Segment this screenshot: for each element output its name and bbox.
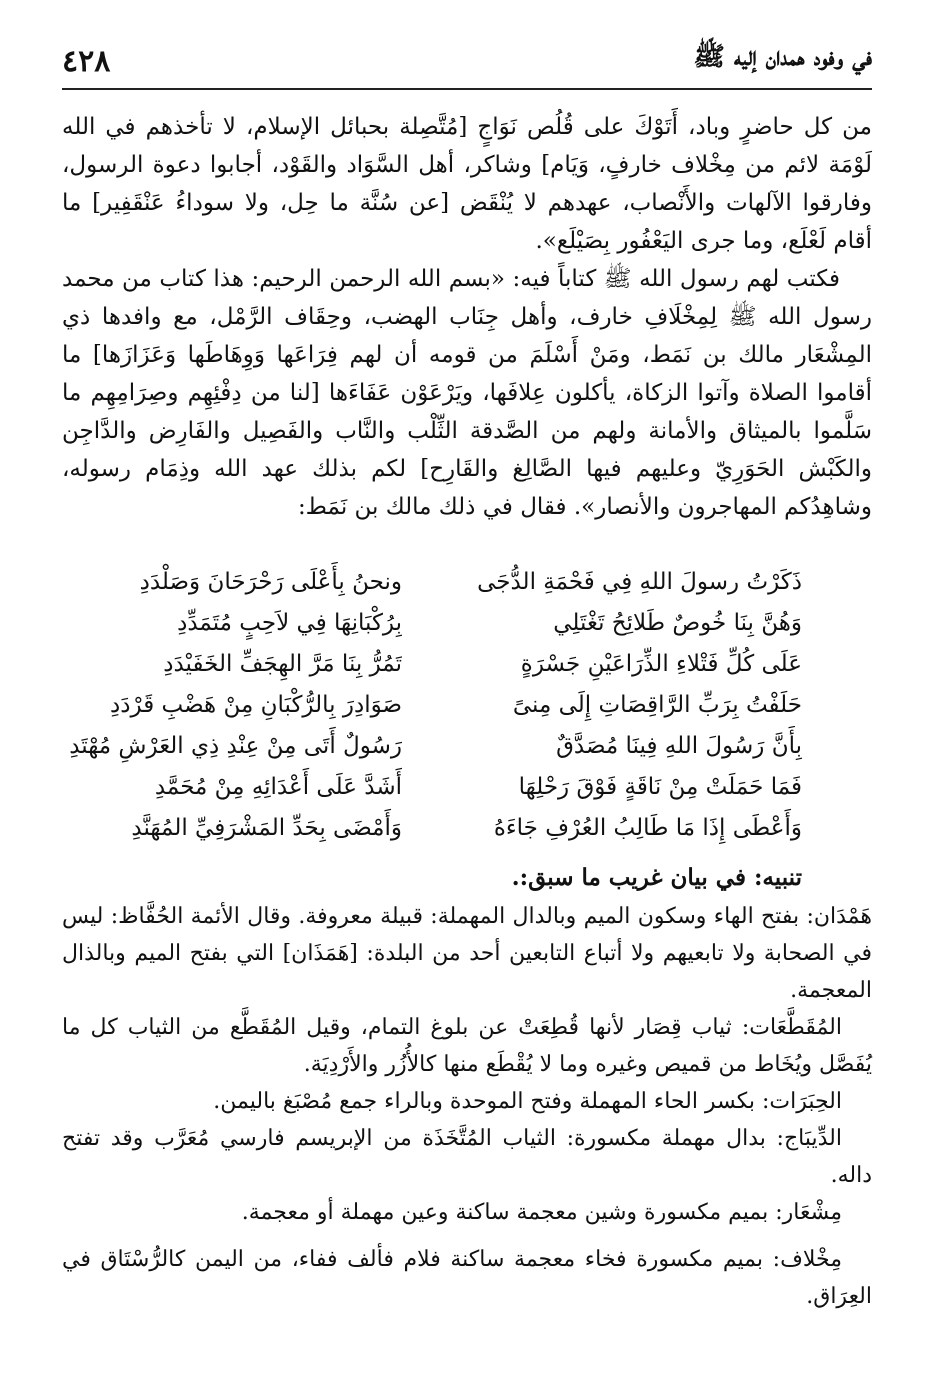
verse-second-hemistich: تَمُرُّ بِنَا مَرَّ الهِجَفِّ الخَفَيْدَدِ <box>163 651 402 677</box>
paragraph: فكتب لهم رسول الله ﷺ كتاباً فيه: «بسم الله الرحمن الرحيم: هذا كتاب من محمد رسول الله ﷺ لِمِخْلَافِ خارف، وأهل جِنَاب الهضب، وحِقَاف الرَّمْل، مع وافدها ذي المِشْعَار مالك بن نَمَط، ومَنْ أَسْلَمَ من قومه أن لهم فِرَاعَها وَوِهَاطَها وَعَزَازَها] ما أقاموا الصلاة وآتوا الزكاة، يأكلون عِلافَها، ويَرْعَوْن عَفَاءَها [لنا من دِفْئِهِم وصِرَامِهِم ما سَلَّموا بالميثاق والأمانة ولهم من الصَّدقة الثِّلْب والنَّاب والفَصِيل والفَارِض والدَّاجِن والكَبْش الحَوَرِيّ وعليهم فيها الصَّالِغ والقَارِح] لكم بذلك عهد الله وذِمَام رسوله، وشاهِدُكم المهاجرون والأنصار». فقال في ذلك مالك بن نَمَط: <box>62 266 872 520</box>
notes-heading: تنبيه: في بيان غريب ما سبق:. <box>511 864 802 891</box>
note-entry: المُقَطَّعَات: ثياب قِصَار لأنها قُطِعَتْ عن بلوغ التمام، وقيل المُقَطَّع من الثياب كل ما يُفَصَّل ويُخَاط من قميص وغيره وما لا يُقْطَع منها كالأُزُر والأَرْدِيَة. <box>62 1015 872 1077</box>
note-entry: مِخْلاف: بميم مكسورة فخاء معجمة ساكنة فلام فألف ففاء، من اليمن كالرُّسْتَاق في العِرَاق. <box>62 1247 872 1309</box>
poem <box>62 562 872 849</box>
verse-second-hemistich: بِرُكْبَانِهَا فِي لاَحِبٍ مُتَمَدِّدِ <box>177 610 402 636</box>
glossary-notes <box>62 858 872 1315</box>
paragraph: من كل حاضرٍ وباد، أَتَوْكَ على قُلُص نَوَاجٍ [مُتَّصِلة بحبائل الإسلام، لا تأخذهم في الله لَوْمَة لائم من مِخْلاف خارفٍ، وَيَام] وشاكر، أهل السَّوَاد والقَوْد، أجابوا دعوة الرسول، وفارقوا الآلهات والأَنْصاب، عهدهم لا يُنْقَض [عن سُنَّة ما حِل، ولا سوداءُ عَنْقَفِير] ما أقام لَعْلَع، وما جرى اليَعْفُور بِصَيْلَع». <box>62 114 872 254</box>
verse-line <box>62 767 872 808</box>
verse-first-hemistich: وَهُنَّ بِنَا خُوصٌ طَلائِحُ تَغْتَلِي <box>553 610 802 636</box>
running-title: في وفود همدان إليه ﷺ <box>693 42 872 72</box>
verse-first-hemistich: حَلَفْتُ بِرَبِّ الرَّاقِصَاتِ إِلَى مِنىً <box>512 692 802 718</box>
note-entry: الحِبَرَات: بكسر الحاء المهملة وفتح الموحدة وبالراء جمع مُصْبَغ باليمن. <box>213 1089 842 1114</box>
verse-second-hemistich: وَأَمْضَى بِحَدِّ المَشْرَفِيِّ المُهَنَّدِ <box>131 815 402 841</box>
note-entry: هَمْدَان: بفتح الهاء وسكون الميم وبالدال المهملة: قبيلة معروفة. وقال الأئمة الحُفَّاظ: ليس في الصحابة ولا تابعيهم ولا أتباع التابعين أحد من البلدة: [هَمَذَان] التي بفتح الميم وبالذال المعجمة. <box>62 904 872 1003</box>
verse-second-hemistich: صَوَادِرَ بِالرُّكْبَانِ مِنْ هَضْبِ قَرْدَدِ <box>110 692 402 718</box>
verse-second-hemistich: أَشَدَّ عَلَى أَعْدَائِهِ مِنْ مُحَمَّدِ <box>154 774 402 800</box>
verse-line <box>62 603 872 644</box>
verse-second-hemistich: ونحنُ بِأَعْلَى رَحْرَحَانَ وَصَلْدَدِ <box>139 569 402 595</box>
verse-first-hemistich: ذَكَرْتُ رسولَ اللهِ فِي فَحْمَةِ الدُّجَى <box>477 569 802 595</box>
note-entry: مِشْعَار: بميم مكسورة وشين معجمة ساكنة وعين مهملة أو معجمة. <box>241 1200 842 1225</box>
verse-first-hemistich: فَمَا حَمَلَتْ مِنْ نَاقَةٍ فَوْقَ رَحْلِهَا <box>518 774 802 800</box>
verse-first-hemistich: وَأَعْطَى إِذَا مَا طَالِبُ العُرْفِ جَاءَهُ <box>493 815 802 841</box>
page-number: ٤٢٨ <box>62 44 111 79</box>
main-text <box>62 108 872 526</box>
verse-line <box>62 562 872 603</box>
verse-first-hemistich: بِأَنَّ رَسُولَ اللهِ فِينَا مُصَدَّقٌ <box>556 733 802 759</box>
verse-line <box>62 685 872 726</box>
verse-line <box>62 644 872 685</box>
verse-line <box>62 808 872 849</box>
verse-first-hemistich: عَلَى كُلِّ فَتْلاءِ الذِّرَاعَيْنِ جَسْرَةٍ <box>520 651 802 677</box>
verse-second-hemistich: رَسُولٌ أَتَى مِنْ عِنْدِ ذِي العَرْشِ مُهْتَدِ <box>69 733 402 759</box>
verse-line <box>62 726 872 767</box>
page-header <box>62 38 872 86</box>
note-entry: الدِّيبَاج: بدال مهملة مكسورة: الثياب المُتَّخَذَة من الإبريسم فارسي مُعَرَّب وقد تفتح داله. <box>62 1126 872 1188</box>
header-divider <box>62 88 872 90</box>
